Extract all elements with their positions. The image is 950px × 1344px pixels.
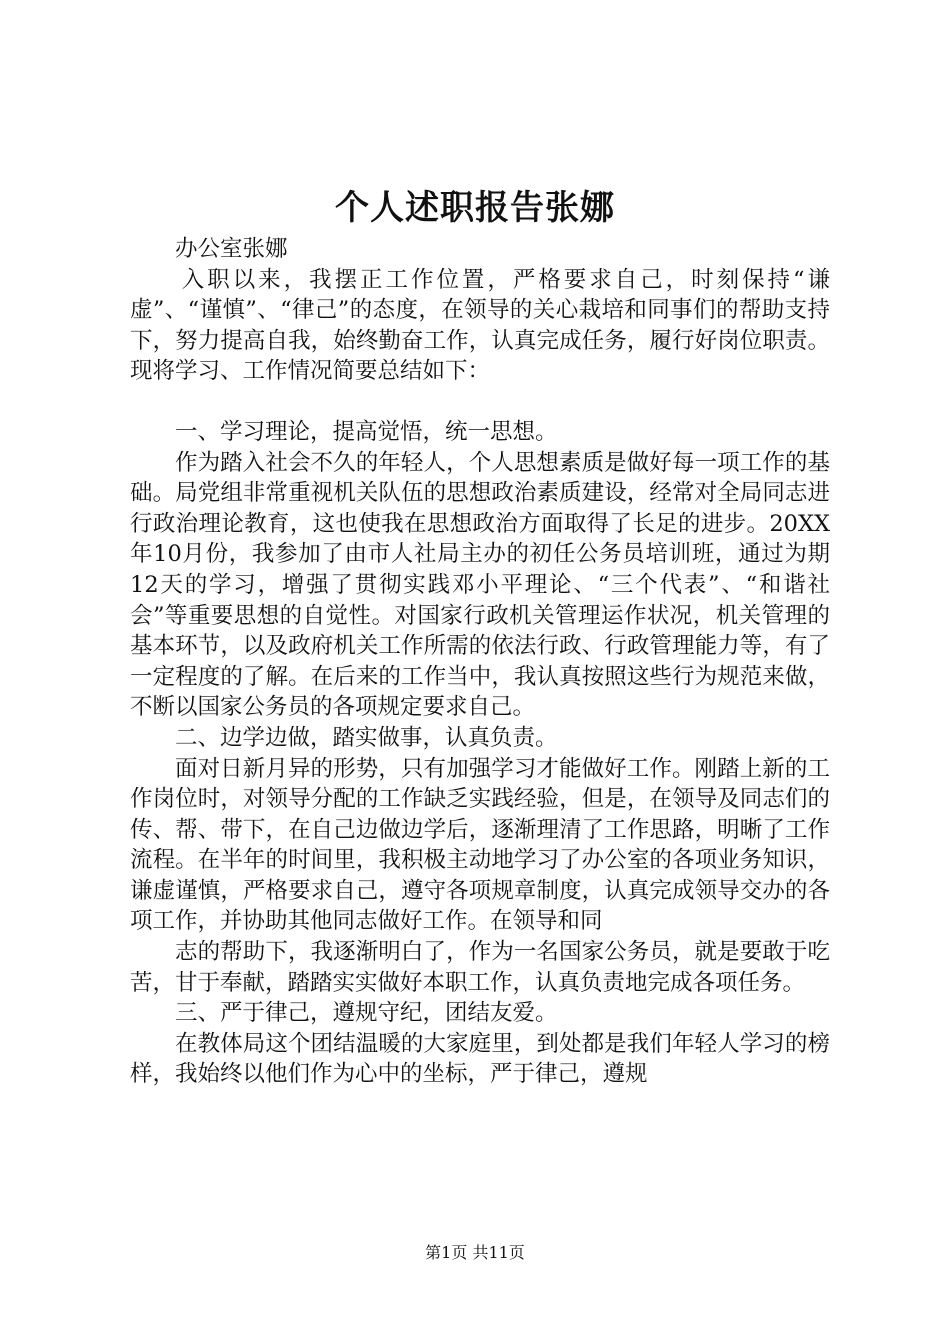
paragraph-spacer: [130, 387, 830, 417]
intro-paragraph: 入职以来，我摆正工作位置，严格要求自己，时刻保持“谦虚”、“谨慎”、“律己”的态度，在领导的关心栽培和同事们的帮助支持下，努力提高自我，始终勤奋工作，认真完成任务，履行好岗位职责。现将学习、工作情况简要总结如下：: [130, 266, 830, 385]
body-paragraph: 面对日新月异的形势，只有加强学习才能做好工作。刚踏上新的工作岗位时，对领导分配的工作缺乏实践经验，但是，在领导及同志们的传、帮、带下，在自己边做边学后，逐渐理清了工作思路，明晰了工作流程。在半年的时间里，我积极主动地学习了办公室的各项业务知识，谦虚谨慎，严格要求自己，遵守各项规章制度，认真完成领导交办的各项工作，并协助其他同志做好工作。在领导和同: [130, 755, 830, 935]
section-heading-1: 一、学习理论，提高觉悟，统一思想。: [175, 418, 558, 445]
section-heading-3: 三、严于律己，遵规守纪，团结友爱。: [175, 1000, 558, 1027]
document-body: [130, 234, 830, 1090]
body-paragraph: 作为踏入社会不久的年轻人，个人思想素质是做好每一项工作的基础。局党组非常重视机关队伍的思想政治素质建设，经常对全局同志进行政治理论教育，这也使我在思想政治方面取得了长足的进步。20XX年10月份，我参加了由市人社局主办的初任公务员培训班，通过为期12天的学习，增强了贯彻实践邓小平理论、“三个代表”、“和谐社会”等重要思想的自觉性。对国家行政机关管理运作状况，机关管理的基本环节，以及政府机关工作所需的依法行政、行政管理能力等，有了一定程度的了解。在后来的工作当中，我认真按照这些行为规范来做，不断以国家公务员的各项规定要求自己。: [130, 449, 830, 721]
section-heading-2: 二、边学边做，踏实做事，认真负责。: [175, 724, 558, 751]
document-title: 个人述职报告张娜: [335, 188, 615, 228]
author-line: 办公室张娜: [175, 236, 288, 262]
body-paragraph: 在教体局这个团结温暖的大家庭里，到处都是我们年轻人学习的榜样，我始终以他们作为心中的坐标，严于律己，遵规: [130, 1030, 830, 1088]
body-paragraph: 志的帮助下，我逐渐明白了，作为一名国家公务员，就是要敢于吃苦，甘于奉献，踏踏实实做好本职工作，认真负责地完成各项任务。: [130, 939, 830, 996]
page-footer: 第1页 共11页: [425, 1243, 525, 1262]
